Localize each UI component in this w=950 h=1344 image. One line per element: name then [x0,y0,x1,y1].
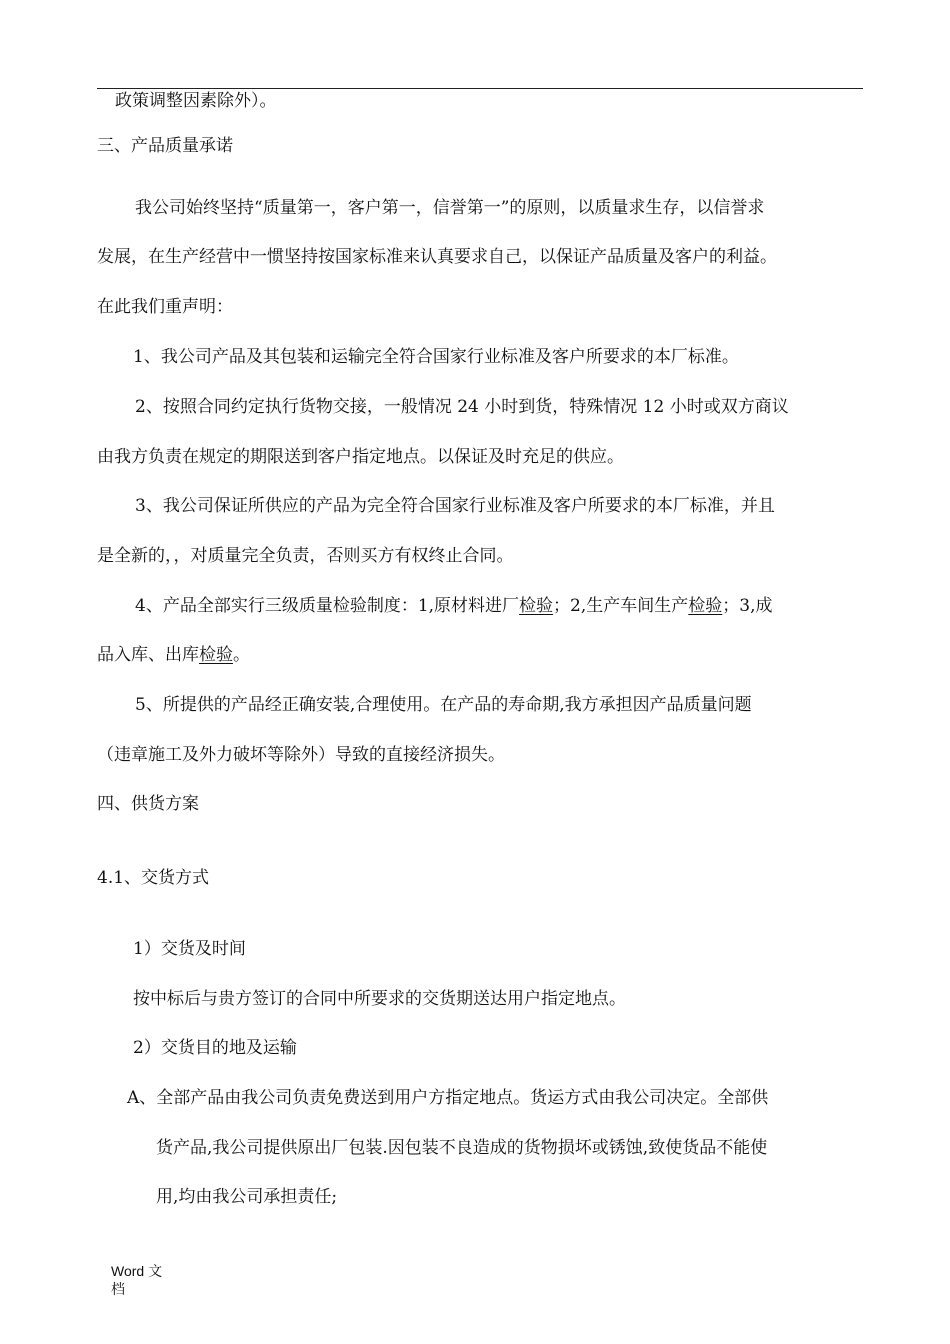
intro-line-1: 我公司始终坚持“质量第一，客户第一，信誉第一”的原则，以质量求生存，以信誉求 [135,198,765,218]
item-4-text-e: 。 [233,645,250,665]
item-5-line-2: （违章施工及外力破坏等除外）导致的直接经济损失。 [97,745,505,765]
inspection-link-1: 检验 [519,596,554,616]
item-5-line-1: 5、所提供的产品经正确安装,合理使用。在产品的寿命期,我方承担因产品质量问题 [135,695,752,715]
section-3-heading: 三、产品质量承诺 [97,136,233,156]
inspection-link-3: 检验 [199,645,233,665]
item-2-line-1: 2、按照合同约定执行货物交接，一般情况 24 小时到货，特殊情况 12 小时或双方商议 [135,397,789,417]
item-a-line-1: A、全部产品由我公司负责免费送到用户方指定地点。货运方式由我公司决定。全部供 [127,1088,769,1108]
delivery-time-title: 1）交货及时间 [133,939,246,959]
continuation-text: 政策调整因素除外）。 [115,91,277,111]
item-4-text-d: 品入库、出库 [97,645,199,665]
item-3-line-1: 3、我公司保证所供应的产品为完全符合国家行业标准及客户所要求的本厂标准，并且 [135,496,775,516]
subsection-4-1-heading: 4.1、交货方式 [97,868,210,888]
item-4-text-a: 4、产品全部实行三级质量检验制度：1,原材料进厂 [135,596,520,616]
destination-title: 2）交货目的地及运输 [133,1038,297,1058]
item-a-line-3: 用,均由我公司承担责任; [156,1187,338,1207]
footer-line-1: Word 文 [111,1263,163,1279]
item-1: 1、我公司产品及其包装和运输完全符合国家行业标准及客户所要求的本厂标准。 [133,347,739,367]
item-3-line-2: 是全新的，，对质量完全负责，否则买方有权终止合同。 [97,546,514,566]
item-4-line-2 [97,643,250,667]
inspection-link-2: 检验 [688,596,723,616]
item-a-line-2: 货产品,我公司提供原出厂包装.因包装不良造成的货物损坏或锈蚀,致使货品不能使 [156,1138,768,1158]
section-4-heading: 四、供货方案 [97,794,199,814]
item-4-text-c: ；3,成 [722,596,773,616]
footer-line-2: 档 [111,1281,125,1297]
item-4-text-b: ；2,生产车间生产 [553,596,689,616]
intro-line-3: 在此我们重声明： [97,297,233,317]
intro-line-2: 发展，在生产经营中一惯坚持按国家标准来认真要求自己，以保证产品质量及客户的利益。 [97,247,777,267]
item-2-line-2: 由我方负责在规定的期限送到客户指定地点。以保证及时充足的供应。 [97,447,624,467]
item-4-line-1 [135,594,773,618]
page-footer [111,1262,162,1298]
delivery-time-text: 按中标后与贵方签订的合同中所要求的交货期送达用户指定地点。 [133,989,626,1009]
